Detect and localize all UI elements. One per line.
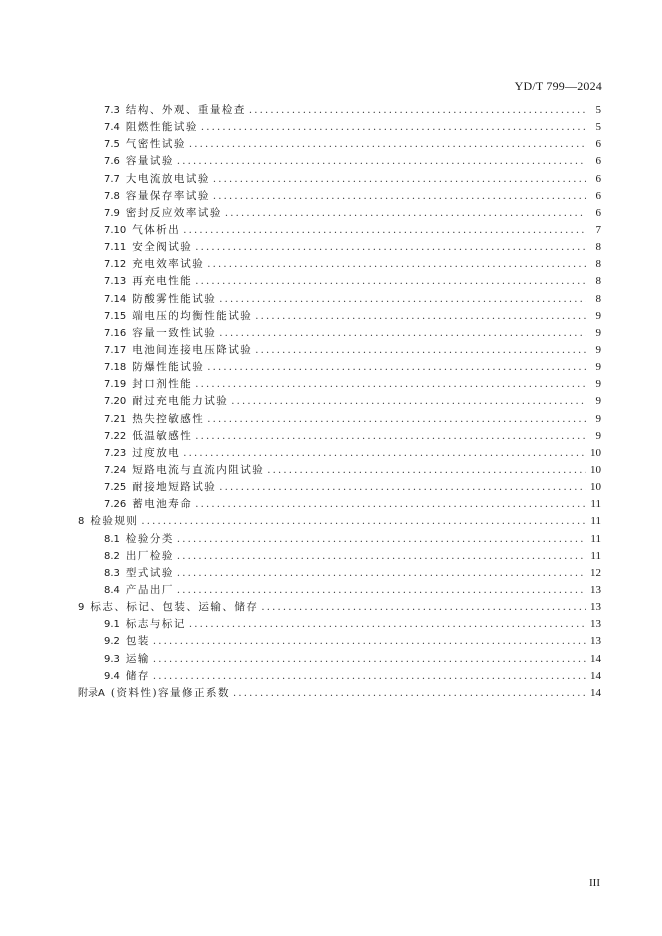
toc-entry-number: 7.20 — [104, 396, 127, 408]
toc-dot-leader — [195, 496, 586, 513]
toc-entry[interactable] — [78, 651, 601, 668]
toc-entry-number: 9.1 — [104, 619, 120, 631]
toc-entry-title: 型式试验 — [125, 566, 174, 579]
toc-entry-title: 安全阀试验 — [132, 241, 193, 254]
toc-entry-title: (资料性)容量修正系数 — [110, 686, 231, 699]
toc-entry[interactable] — [78, 205, 601, 222]
toc-entry-page: 5 — [595, 121, 601, 134]
toc-dot-leader — [177, 582, 586, 599]
toc-entry-page: 14 — [590, 669, 601, 682]
toc-entry-number: 9.3 — [104, 653, 120, 665]
toc-entry[interactable] — [78, 428, 601, 445]
toc-entry-title: 再充电性能 — [132, 275, 193, 288]
toc-entry-page: 8 — [595, 292, 601, 305]
toc-entry-page: 10 — [590, 446, 601, 459]
toc-entry-number: 8 — [78, 516, 85, 528]
toc-entry-title: 防酸雾性能试验 — [132, 292, 217, 305]
toc-entry-title: 耐过充电能力试验 — [132, 395, 229, 408]
toc-entry-title: 容量一致性试验 — [132, 326, 217, 339]
toc-dot-leader — [219, 479, 586, 496]
toc-dot-leader — [255, 308, 586, 325]
toc-entry-title: 容量试验 — [125, 155, 174, 168]
toc-entry-number: 7.4 — [104, 122, 120, 134]
toc-entry-page: 13 — [590, 583, 601, 596]
toc-entry-page: 11 — [590, 549, 601, 562]
toc-entry-page: 8 — [595, 241, 601, 254]
toc-entry-number: 7.24 — [104, 464, 127, 476]
toc-entry-page: 7 — [595, 223, 601, 236]
toc-dot-leader — [195, 273, 586, 290]
toc-entry-page: 9 — [595, 429, 601, 442]
toc-entry[interactable] — [78, 616, 601, 633]
toc-entry-page: 9 — [595, 412, 601, 425]
toc-entry-title: 热失控敏感性 — [132, 412, 205, 425]
toc-entry-number: 7.17 — [104, 344, 127, 356]
toc-entry-page: 9 — [595, 395, 601, 408]
toc-entry[interactable] — [78, 479, 601, 496]
toc-dot-leader — [153, 651, 586, 668]
toc-dot-leader — [225, 205, 586, 222]
toc-entry-number: 7.12 — [104, 259, 127, 271]
toc-entry-number: 7.26 — [104, 499, 127, 511]
toc-dot-leader — [207, 411, 586, 428]
toc-entry-page: 9 — [595, 309, 601, 322]
toc-entry[interactable] — [78, 119, 601, 136]
toc-dot-leader — [213, 188, 586, 205]
toc-entry-number: 7.19 — [104, 379, 127, 391]
toc-dot-leader — [183, 222, 586, 239]
toc-entry-title: 标志与标记 — [125, 618, 186, 631]
toc-entry-title: 阻燃性能试验 — [125, 121, 198, 134]
toc-dot-leader — [177, 153, 586, 170]
toc-entry[interactable] — [78, 171, 601, 188]
toc-entry-title: 耐接地短路试验 — [132, 481, 217, 494]
toc-dot-leader — [153, 633, 586, 650]
toc-entry-title: 低温敏感性 — [132, 429, 193, 442]
toc-entry[interactable] — [78, 153, 601, 170]
toc-dot-leader — [207, 256, 586, 273]
toc-dot-leader — [183, 445, 586, 462]
toc-entry[interactable] — [78, 102, 601, 119]
toc-entry-page: 6 — [595, 172, 601, 185]
toc-entry-title: 气体析出 — [132, 223, 181, 236]
toc-entry-title: 充电效率试验 — [132, 258, 205, 271]
toc-entry-number: 7.11 — [104, 242, 127, 254]
toc-entry-number: 9.4 — [104, 670, 120, 682]
toc-entry[interactable] — [78, 531, 601, 548]
toc-dot-leader — [195, 239, 586, 256]
toc-entry-page: 11 — [590, 532, 601, 545]
page-number: III — [589, 877, 600, 889]
toc-entry-page: 10 — [590, 481, 601, 494]
toc-entry[interactable] — [78, 273, 601, 290]
toc-entry[interactable] — [78, 565, 601, 582]
toc-entry[interactable] — [78, 136, 601, 153]
toc-entry[interactable] — [78, 548, 601, 565]
toc-entry-page: 5 — [595, 104, 601, 116]
toc-entry-title: 容量保存率试验 — [125, 189, 210, 202]
toc-entry-number: 7.15 — [104, 310, 127, 322]
toc-entry-number: 7.23 — [104, 447, 127, 459]
toc-entry-title: 结构、外观、重量检查 — [125, 104, 246, 116]
toc-entry-page: 13 — [590, 618, 601, 631]
toc-entry-page: 9 — [595, 378, 601, 391]
toc-entry-number: 8.4 — [104, 584, 120, 596]
toc-entry-title: 产品出厂 — [125, 583, 174, 596]
toc-entry-title: 过度放电 — [132, 446, 181, 459]
toc-entry-number: 9 — [78, 602, 85, 614]
toc-dot-leader — [189, 136, 586, 153]
toc-entry-page: 6 — [595, 138, 601, 151]
toc-dot-leader — [261, 599, 586, 616]
toc-entry-title: 短路电流与直流内阻试验 — [132, 463, 265, 476]
toc-dot-leader — [213, 171, 586, 188]
toc-entry[interactable] — [78, 513, 601, 530]
toc-entry[interactable] — [78, 359, 601, 376]
toc-entry-number: 7.13 — [104, 276, 127, 288]
toc-entry-number: 7.16 — [104, 327, 127, 339]
toc-entry-number: 8.3 — [104, 567, 120, 579]
toc-entry-page: 8 — [595, 258, 601, 271]
toc-dot-leader — [231, 393, 586, 410]
toc-entry-page: 13 — [590, 601, 601, 614]
toc-entry-title: 检验规则 — [90, 515, 139, 528]
toc-entry-page: 8 — [595, 275, 601, 288]
toc-entry-page: 9 — [595, 361, 601, 374]
toc-entry-number: 8.2 — [104, 550, 120, 562]
toc-entry-number: 7.22 — [104, 430, 127, 442]
toc-entry[interactable] — [78, 462, 601, 479]
toc-entry-title: 包装 — [125, 635, 150, 648]
toc-dot-leader — [219, 325, 586, 342]
toc-entry-number: 附录A — [78, 687, 105, 699]
toc-entry-title: 气密性试验 — [125, 138, 186, 151]
toc-entry[interactable] — [78, 393, 601, 410]
toc-entry[interactable] — [78, 256, 601, 273]
toc-dot-leader — [255, 342, 586, 359]
toc-dot-leader — [195, 428, 586, 445]
toc-entry-number: 7.25 — [104, 482, 127, 494]
toc-entry-title: 出厂检验 — [125, 549, 174, 562]
toc-entry-page: 10 — [590, 463, 601, 476]
toc-entry-number: 7.5 — [104, 139, 120, 151]
toc-entry-title: 标志、标记、包装、运输、储存 — [90, 601, 259, 614]
toc-entry-page: 14 — [590, 652, 601, 665]
toc-entry[interactable] — [78, 222, 601, 239]
toc-entry-title: 蓄电池寿命 — [132, 498, 193, 511]
toc-entry[interactable] — [78, 342, 601, 359]
toc-entry[interactable] — [78, 685, 601, 702]
toc-dot-leader — [201, 119, 586, 136]
toc-entry-page: 9 — [595, 343, 601, 356]
toc-entry[interactable] — [78, 188, 601, 205]
toc-entry[interactable] — [78, 411, 601, 428]
toc-entry-number: 7.9 — [104, 207, 120, 219]
toc-entry-title: 封口剂性能 — [132, 378, 193, 391]
toc-entry-number: 7.18 — [104, 362, 127, 374]
toc-entry-title: 防爆性能试验 — [132, 361, 205, 374]
toc-entry-page: 9 — [595, 326, 601, 339]
toc-entry[interactable] — [78, 239, 601, 256]
toc-dot-leader — [207, 359, 586, 376]
toc-dot-leader — [153, 668, 586, 685]
toc-entry[interactable] — [78, 325, 601, 342]
toc-dot-leader — [267, 462, 586, 479]
toc-entry[interactable] — [78, 308, 601, 325]
toc-dot-leader — [177, 548, 586, 565]
toc-entry[interactable] — [78, 291, 601, 308]
toc-entry-title: 端电压的均衡性能试验 — [132, 309, 253, 322]
toc-entry[interactable] — [78, 599, 601, 616]
toc-entry-page: 12 — [590, 566, 601, 579]
toc-entry-number: 7.3 — [104, 105, 120, 116]
toc-entry-title: 储存 — [125, 669, 150, 682]
toc-entry[interactable] — [78, 445, 601, 462]
toc-entry-page: 14 — [590, 686, 601, 699]
toc-entry-title: 密封反应效率试验 — [125, 206, 222, 219]
toc-entry-number: 7.21 — [104, 413, 127, 425]
toc-entry-page: 6 — [595, 189, 601, 202]
toc-entry-number: 7.6 — [104, 156, 120, 168]
toc-dot-leader — [189, 616, 586, 633]
table-of-contents — [78, 102, 601, 702]
document-id: YD/T 799—2024 — [514, 79, 602, 93]
toc-entry-page: 11 — [590, 515, 601, 528]
toc-dot-leader — [195, 376, 586, 393]
toc-entry-page: 6 — [595, 206, 601, 219]
toc-entry-page: 6 — [595, 155, 601, 168]
toc-entry-title: 运输 — [125, 652, 150, 665]
toc-entry[interactable] — [78, 633, 601, 650]
toc-entry-number: 7.7 — [104, 173, 120, 185]
toc-entry-number: 7.8 — [104, 190, 120, 202]
toc-entry-number: 7.14 — [104, 293, 127, 305]
toc-entry-page: 11 — [590, 498, 601, 511]
toc-entry[interactable] — [78, 496, 601, 513]
toc-dot-leader — [233, 685, 586, 702]
toc-dot-leader — [177, 531, 586, 548]
toc-entry-page: 13 — [590, 635, 601, 648]
toc-entry-number: 9.2 — [104, 636, 120, 648]
toc-dot-leader — [249, 102, 586, 119]
toc-dot-leader — [141, 513, 586, 530]
toc-entry[interactable] — [78, 668, 601, 685]
toc-entry-number: 8.1 — [104, 533, 120, 545]
toc-entry-title: 大电流放电试验 — [125, 172, 210, 185]
toc-entry[interactable] — [78, 376, 601, 393]
toc-entry[interactable] — [78, 582, 601, 599]
toc-entry-title: 电池间连接电压降试验 — [132, 343, 253, 356]
toc-dot-leader — [219, 291, 586, 308]
toc-dot-leader — [177, 565, 586, 582]
toc-entry-number: 7.10 — [104, 224, 127, 236]
toc-entry-title: 检验分类 — [125, 532, 174, 545]
